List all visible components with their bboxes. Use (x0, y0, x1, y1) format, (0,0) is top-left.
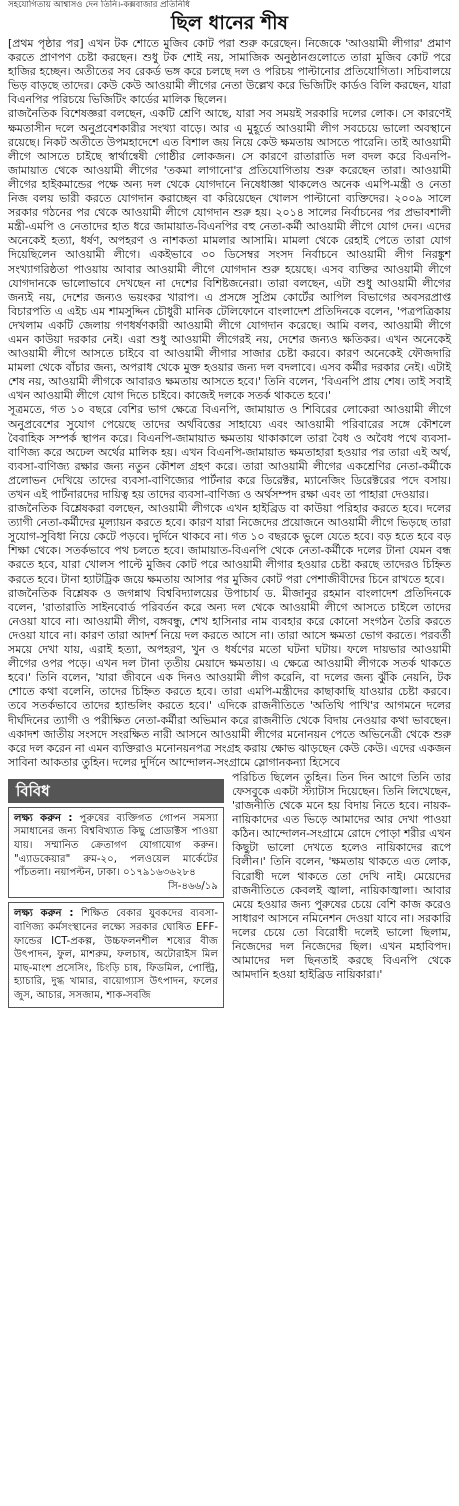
article-paragraph: রাজনৈতিক বিশেষজ্ঞরা বলছেন, একটি শ্রেণি আছে, যারা সব সময়ই সরকারি দলের লোক। সে কারণেই ক্ষমতাসীন দলে অনুপ্রবেশকারীর সংখ্যা বাড়ে। আর এ মুহূর্তে আওয়ামী লীগ সবচেয়ে ভালো অবস্থানে রয়েছে। নিকট অতীতে উপমহাদেশে এত বিশাল জয় নিয়ে কেউ ক্ষমতায় আসতে পারেনি। তাই আওয়ামী লীগে আসতে চাইছে স্বার্থান্বেষী গোষ্ঠীর লোকজন। সে কারণে রাতারাতি দল বদল করে বিএনপি-জামায়াত থেকে আওয়ামী লীগের 'তকমা লাগানো'র প্রতিযোগিতায় শুরু করেছেন তারা। আওয়ামী লীগের হাইকমান্ডের পক্ষে অন্য দল থেকে যোগদানে নিষেধাজ্ঞা থাকলেও অনেক এমপি-মন্ত্রী ও নেতা নিজ বলয় ভারী করতে যোগদান করাচ্ছেন বা করিয়েছেন খোলস পাল্টানো ব্যক্তিদের। ২০০৯ সালে সরকার গঠনের পর থেকে আওয়ামী লীগে যোগদান শুরু হয়। ২০১৪ সালের নির্বাচনের পর প্রভাবশালী মন্ত্রী-এমপি ও নেতাদের হাত ধরে জামায়াত-বিএনপির বহু নেতা-কর্মী আওয়ামী লীগে যোগ দেন। এদের অনেকেই হত্যা, ধর্ষণ, অপহরণ ও নাশকতা মামলার আসামি। মামলা থেকে রেহাই পেতে তারা যোগ দিয়েছিলেন আওয়ামী লীগে। একইভাবে ৩০ ডিসেম্বর সংসদ নির্বাচনে আওয়ামী লীগ নিরঙ্কুশ সংখ্যাগরিষ্ঠতা পাওয়ায় আবার আওয়ামী লীগে যোগদান শুরু হয়েছে। এসব ব্যক্তির আওয়ামী লীগে যোগদানকে ভালোভাবে দেখছেন না দেশের বিশিষ্টজনেরা। তারা বলছেন, এটা শুধু আওয়ামী লীগের জন্যই নয়, দেশের জন্যও ভয়ংকর খারাপ। এ প্রসঙ্গে সুপ্রিম কোর্টের আপিল বিভাগের অবসরপ্রাপ্ত বিচারপতি এ এইচ এম শামসুদ্দিন চৌধুরী মানিক টেলিফোনে বাংলাদেশ প্রতিদিনকে বলেন, 'পত্রপত্রিকায় দেখলাম একটি জেলায় গণধর্ষণকারী আওয়ামী লীগে যোগদান করেছে। আমি বলব, আওয়ামী লীগে এমন কাউয়া দরকার নেই। এরা শুধু আওয়ামী লীগেরই নয়, দেশের জন্যও ক্ষতিকর। এখন অনেকেই আওয়ামী লীগে আসতে চাইবে বা আওয়ামী লীগার সাজার চেষ্টা করবে। কারণ অনেকেই ফৌজদারি মামলা থেকে বাঁচার জন্য, অপরাধ থেকে মুক্ত হওয়ার জন্য দল বদলাবে। এসব কর্মীর দরকার নেই। এটাই শেষ নয়, আওয়ামী লীগকে আবারও ক্ষমতায় আসতে হবে।' তিনি বলেন, 'বিএনপি প্রায় শেষ। তাই সবাই এখন আওয়ামী লীগে যোগ দিতে চাইবে। কাজেই দলকে সতর্ক থাকতে হবে।' (8, 107, 452, 403)
article-paragraph: সূত্রমতে, গত ১০ বছরে বেশির ভাগ ক্ষেত্রে বিএনপি, জামায়াত ও শিবিরের লোকেরা আওয়ামী লীগে অনুপ্রবেশের সুযোগ পেয়েছে তাদের অর্থবিত্তের সাহায্যে এবং আওয়ামী পরিবারের সঙ্গে কৌশলে বৈবাহিক সম্পর্ক স্থাপন করে। বিএনপি-জামায়াত ক্ষমতায় থাকাকালে তারা বৈধ ও অবৈধ পথে ব্যবসা-বাণিজ্য করে অঢেল অর্থের মালিক হয়। এখন বিএনপি-জামায়াত ক্ষমতাহারা হওয়ার পর তারা এই অর্থ, ব্যবসা-বাণিজ্য রক্ষার জন্য নতুন কৌশল গ্রহণ করে। তারা আওয়ামী লীগের একশ্রেণির নেতা-কর্মীকে প্রলোভন দেখিয়ে তাদের ব্যবসা-বাণিজ্যের পার্টনার করে ডিরেক্টর, ম্যানেজিং ডিরেক্টরের পদে বসায়। তখন এই পার্টনারদের দায়িত্ব হয় তাদের ব্যবসা-বাণিজ্য ও অর্থসম্পদ রক্ষা এবং তা পাহারা দেওয়ার। (8, 403, 451, 501)
classified-ad (8, 807, 224, 899)
ad-text: পুরুষের ব্যক্তিগত গোপন সমস্যা সমাধানের জন্য বিশ্ববিখ্যাত কিছু প্রোডাক্টস পাওয়া যায়। সম্মানিত ক্রেতাগণ যোগাযোগ করুন। "এ্যাডকেয়ার" রুম-২০, পলওয়েল মার্কেটের পাঁচতলা। নয়াপল্টন, ঢাকা। ০১৭৯১৬৩৬২৮৪ (14, 812, 218, 879)
classified-ad (8, 902, 224, 1007)
article-paragraph: রাজনৈতিক বিশ্লেষক ও জগন্নাথ বিশ্ববিদ্যালয়ের উপাচার্য ড. মীজানুর রহমান বাংলাদেশ প্রতিদিনকে বলেন, 'রাতারাতি সাইনবোর্ড পরিবর্তন করে অন্য দল থেকে আওয়ামী লীগে আসতে চাইলে তাদের নেওয়া যাবে না। আওয়ামী লীগ, বঙ্গবন্ধু, শেখ হাসিনার নাম ব্যবহার করে কোনো সংগঠন তৈরি করতে দেওয়া যাবে না। কারণ তারা আদর্শ নিয়ে দল করতে আসে না। তারা আসে ক্ষমতা ভোগ করতে। পরবর্তী সময়ে দেখা যায়, এরাই হত্যা, অপহরণ, খুন ও ধর্ষণের মতো ঘটনা ঘটায়। ফলে দায়ভার আওয়ামী লীগের ওপর পড়ে। এখন দল টানা তৃতীয় মেয়াদে ক্ষমতায়। এ ক্ষেত্রে আওয়ামী লীগকে সতর্ক থাকতে হবে।' তিনি বলেন, 'যারা জীবনে এক দিনও আওয়ামী লীগ করেনি, বা দলের জন্য ঝুঁকি নেয়নি, টক শোতে কথা বলেনি, তাদের চিহ্নিত করতে হবে। তারা এমপি-মন্ত্রীদের কাছাকাছি যাওয়ার চেষ্টা করবে। তবে সতর্কভাবে তাদের হ্যান্ডলিং করতে হবে।' এদিকে রাজনীতিতে 'অতিথি পাখি'র আগমনে দলের দীর্ঘদিনের ত্যাগী ও পরীক্ষিত নেতা-কর্মীরা অভিমান করে রাজনীতি থেকে বিদায় নেওয়ার কথা ভাবছেন। একাদশ জাতীয় সংসদে সংরক্ষিত নারী আসনে আওয়ামী লীগের মনোনয়ন পেতে অভিনেত্রী থেকে শুরু করে দল করেন না এমন ব্যক্তিরাও মনোনয়নপত্র সংগ্রহ করায় ক্ষোভ ঝাড়ছেন কেউ কেউ। এদের একজন সাবিনা আকতার তুহিন। দলের দুর্দিনে আন্দোলন-সংগ্রামে স্লোগানকন্যা হিসেবে (8, 586, 451, 769)
article-body (8, 37, 451, 770)
previous-article-tail: সহযোগিতায় আশ্বাসও দেন তিনি।-কক্সবাজার প্রতিনিধি (8, 0, 191, 10)
article-headline: ছিল ধানের শীষ (170, 12, 289, 34)
ad-reference: সি-৪৬৬/১৯ (168, 880, 218, 892)
classifieds-column (8, 771, 224, 1012)
ad-lead: লক্ষ্য করুন : (14, 908, 74, 920)
ad-text: শিক্ষিত বেকার যুবকদের ব্যবসা-বাণিজ্য কর্মসংস্থানের লক্ষ্যে সরকার ঘোষিত EFF-ফান্ডের ICT-প্রকল্প, উচ্চফলনশীল শষ্যের বীজ উৎপাদন, ফুল, মাশরুম, ফলচাষ, অটোরাইস মিল মাছ-মাংশ প্রসেসিং, চিংড়ি চাষ, ফিডমিল, পোল্ট্রি, হ্যাচারি, দুগ্ধ খামার, বায়োগ্যাস উৎপাদন, ফলের জুস, আচার, সসজাম, শাক-সবজি (14, 908, 218, 1001)
lower-section (8, 771, 451, 1012)
article-continuation: পরিচিত ছিলেন তুহিন। তিন দিন আগে তিনি তার ফেসবুকে একটা স্ট্যাটাস দিয়েছেন। তিনি লিখেছেন, 'রাজনীতি থেকে মনে হয় বিদায় নিতে হবে। নায়ক-নায়িকাদের এত ভিড়ে আমাদের আর দেখা পাওয়া কঠিন। আন্দোলন-সংগ্রামে রোদে পোড়া শরীর এখন কিছুটা ভালো দেখতে হলেও নায়িকাদের রূপে বিলীন।' তিনি বলেন, 'ক্ষমতায় থাকতে এত লোক, বিরোধী দলে থাকতে তো দেখি নাই। মেয়েদের রাজনীতিতে কেবলই জ্বালা, নায়িকাজ্বালা। আবার মেয়ে হওয়ার জন্য পুরুষের চেয়ে বেশি কাজ করেও সাধারণ আসনে নমিনেশন দেওয়া যাবে না। সরকারি দলের চেয়ে তো বিরোধী দলেই ভালো ছিলাম, নিজেদের দল নিজেদের ছিল। এখন মহাবিপদ। আমাদের দল ছিনতাই করছে বিএনপি থেকে আমদানি হওয়া হাইব্রিড নায়িকারা।' (232, 770, 451, 982)
article-paragraph: রাজনৈতিক বিশ্লেষকরা বলছেন, আওয়ামী লীগকে এখন হাইব্রিড বা কাউয়া পরিহার করতে হবে। দলের ত্যাগী নেতা-কর্মীদের মূল্যায়ন করতে হবে। কারণ যারা নিজেদের প্রয়োজনে আওয়ামী লীগে ভিড়ছে তারা সুযোগ-সুবিধা নিয়ে কেটে পড়বে। দুর্দিনে থাকবে না। গত ১০ বছরকে ভুলে যেতে হবে। বড় হতে হবে বড় শিক্ষা থেকে। সতর্কভাবে পথ চলতে হবে। জামায়াত-বিএনপি থেকে নেতা-কর্মীকে দলের টানা যেমন বন্ধ করতে হবে, যারা খোলস পাল্টে মুজিব কোট পরে আওয়ামী লীগার হওয়ার চেষ্টা করছে তাদেরও চিহ্নিত করতে হবে। টানা হ্যাটট্রিক জয়ে ক্ষমতায় আসার পর মুজিব কোট পরা পেশাজীবীদের চিনে রাখতে হবে। (8, 502, 451, 586)
ad-lead: লক্ষ্য করুন : (14, 812, 73, 824)
classifieds-header: বিবিধ (8, 779, 224, 803)
article-paragraph: [প্রথম পৃষ্ঠার পর] এখন টক শোতে মুজিব কোট পরা শুরু করেছেন। নিজেকে 'আওয়ামী লীগার' প্রমাণ করতে প্রাণপণ চেষ্টা করছেন। শুধু টক শোই নয়, সামাজিক অনুষ্ঠানগুলোতে তারা মুজিব কোট পরে হাজির হচ্ছেন। অতীতের সব রেকর্ড ভঙ্গ করে চলছে দল ও পরিচয় পাল্টানোর প্রতিযোগিতা। সচিবালয়ে ভিড় বাড়ছে তাদের। কেউ কেউ আওয়ামী লীগের নেতা উল্লেখ করে ভিজিটিং কার্ডও বিলি করছেন, যারা বিএনপির পরিচয়ে ভিজিটিং কার্ডের মালিক ছিলেন। (8, 37, 451, 107)
